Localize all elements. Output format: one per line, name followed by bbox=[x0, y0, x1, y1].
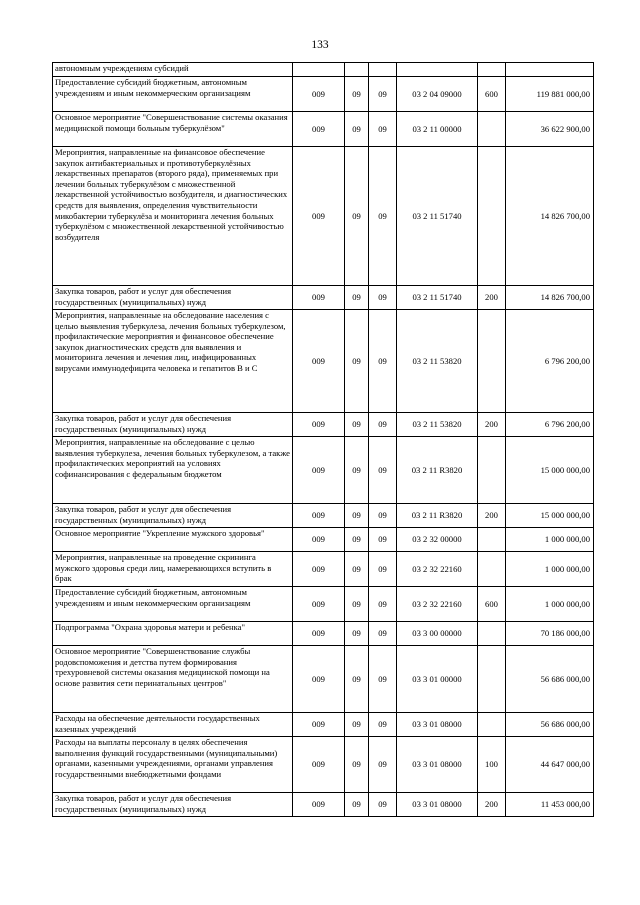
cell-subsection: 09 bbox=[369, 552, 397, 587]
cell-amount bbox=[506, 63, 594, 77]
budget-table bbox=[52, 62, 594, 817]
cell-amount: 1 000 000,00 bbox=[506, 587, 594, 622]
cell-name: Предоставление субсидий бюджетным, автономным учреждениям и иным некоммерческим организациям bbox=[53, 587, 293, 622]
cell-section: 09 bbox=[345, 286, 369, 310]
cell-expense-type: 200 bbox=[478, 504, 506, 528]
cell-expense-type bbox=[478, 713, 506, 737]
cell-name: Подпрограмма "Охрана здоровья матери и ребенка" bbox=[53, 622, 293, 646]
cell-section: 09 bbox=[345, 793, 369, 817]
cell-target-article: 03 3 01 08000 bbox=[397, 737, 478, 793]
cell-amount: 1 000 000,00 bbox=[506, 528, 594, 552]
cell-subsection: 09 bbox=[369, 793, 397, 817]
cell-section: 09 bbox=[345, 413, 369, 437]
table-row bbox=[53, 552, 594, 587]
cell-subsection: 09 bbox=[369, 286, 397, 310]
cell-grbs: 009 bbox=[293, 552, 345, 587]
cell-target-article: 03 2 11 51740 bbox=[397, 147, 478, 286]
cell-grbs: 009 bbox=[293, 528, 345, 552]
cell-grbs: 009 bbox=[293, 147, 345, 286]
cell-amount: 119 881 000,00 bbox=[506, 77, 594, 112]
cell-name: Закупка товаров, работ и услуг для обеспечения государственных (муниципальных) нужд bbox=[53, 286, 293, 310]
table-row bbox=[53, 77, 594, 112]
cell-name: Закупка товаров, работ и услуг для обеспечения государственных (муниципальных) нужд bbox=[53, 504, 293, 528]
cell-grbs bbox=[293, 63, 345, 77]
cell-expense-type: 200 bbox=[478, 793, 506, 817]
cell-expense-type bbox=[478, 112, 506, 147]
cell-expense-type: 600 bbox=[478, 77, 506, 112]
cell-amount: 11 453 000,00 bbox=[506, 793, 594, 817]
cell-subsection: 09 bbox=[369, 112, 397, 147]
cell-section: 09 bbox=[345, 77, 369, 112]
cell-expense-type bbox=[478, 622, 506, 646]
cell-section: 09 bbox=[345, 737, 369, 793]
cell-subsection: 09 bbox=[369, 528, 397, 552]
cell-amount: 15 000 000,00 bbox=[506, 437, 594, 504]
cell-section: 09 bbox=[345, 587, 369, 622]
cell-grbs: 009 bbox=[293, 437, 345, 504]
cell-target-article: 03 2 32 22160 bbox=[397, 552, 478, 587]
cell-expense-type bbox=[478, 63, 506, 77]
table-row bbox=[53, 587, 594, 622]
cell-grbs: 009 bbox=[293, 112, 345, 147]
cell-amount: 6 796 200,00 bbox=[506, 413, 594, 437]
cell-name: Мероприятия, направленные на проведение скрининга мужского здоровья среди лиц, намеревающихся вступить в брак bbox=[53, 552, 293, 587]
cell-subsection: 09 bbox=[369, 147, 397, 286]
cell-subsection: 09 bbox=[369, 713, 397, 737]
table-row bbox=[53, 528, 594, 552]
cell-target-article: 03 3 01 08000 bbox=[397, 793, 478, 817]
cell-subsection: 09 bbox=[369, 504, 397, 528]
cell-expense-type: 200 bbox=[478, 286, 506, 310]
budget-table-body bbox=[53, 63, 594, 817]
cell-section: 09 bbox=[345, 437, 369, 504]
cell-name: Мероприятия, направленные на обследование населения с целью выявления туберкулеза, лечения больных туберкулезом, профилактические мероприятия и финансовое обеспечение закупок диагностических средств для выявления и мониторинга лечения и лечения лиц, инфицированных вирусами иммунодефицита человека и гепатитов В и С bbox=[53, 310, 293, 413]
cell-target-article: 03 3 01 00000 bbox=[397, 646, 478, 713]
cell-subsection: 09 bbox=[369, 310, 397, 413]
table-row bbox=[53, 793, 594, 817]
cell-target-article: 03 2 32 00000 bbox=[397, 528, 478, 552]
cell-name: Расходы на выплаты персоналу в целях обеспечения выполнения функций государственными (муниципальными) органами, казенными учреждениями, органами управления государственными внебюджетными фондами bbox=[53, 737, 293, 793]
cell-subsection: 09 bbox=[369, 413, 397, 437]
cell-name: Мероприятия, направленные на финансовое обеспечение закупок антибактериальных и противотуберкулёзных лекарственных препаратов (второго ряда), применяемых при лечении больных туберкулёзом с множественной лекарственной устойчивостью возбудителя, и диагностических средств для выявления, определения чувствительности микобактерии туберкулёза и мониторинга лечения больных туберкулёзом с множественной лекарственной устойчивостью возбудителя bbox=[53, 147, 293, 286]
cell-subsection: 09 bbox=[369, 737, 397, 793]
cell-section: 09 bbox=[345, 504, 369, 528]
cell-section bbox=[345, 63, 369, 77]
cell-target-article: 03 2 11 00000 bbox=[397, 112, 478, 147]
cell-amount: 1 000 000,00 bbox=[506, 552, 594, 587]
cell-target-article: 03 3 00 00000 bbox=[397, 622, 478, 646]
cell-name: Мероприятия, направленные на обследование с целью выявления туберкулеза, лечения больных туберкулезом, а также профилактических мероприятий на условиях софинансирования с федеральным бюджетом bbox=[53, 437, 293, 504]
table-row bbox=[53, 713, 594, 737]
cell-section: 09 bbox=[345, 528, 369, 552]
cell-subsection: 09 bbox=[369, 437, 397, 504]
cell-grbs: 009 bbox=[293, 77, 345, 112]
cell-grbs: 009 bbox=[293, 737, 345, 793]
cell-name: Закупка товаров, работ и услуг для обеспечения государственных (муниципальных) нужд bbox=[53, 413, 293, 437]
cell-expense-type bbox=[478, 646, 506, 713]
cell-name: Расходы на обеспечение деятельности государственных казенных учреждений bbox=[53, 713, 293, 737]
cell-grbs: 009 bbox=[293, 622, 345, 646]
cell-expense-type: 600 bbox=[478, 587, 506, 622]
cell-section: 09 bbox=[345, 310, 369, 413]
cell-section: 09 bbox=[345, 112, 369, 147]
cell-target-article: 03 3 01 08000 bbox=[397, 713, 478, 737]
cell-expense-type bbox=[478, 528, 506, 552]
cell-section: 09 bbox=[345, 552, 369, 587]
cell-grbs: 009 bbox=[293, 413, 345, 437]
cell-amount: 14 826 700,00 bbox=[506, 286, 594, 310]
cell-subsection bbox=[369, 63, 397, 77]
cell-grbs: 009 bbox=[293, 646, 345, 713]
cell-subsection: 09 bbox=[369, 587, 397, 622]
table-row bbox=[53, 63, 594, 77]
cell-grbs: 009 bbox=[293, 286, 345, 310]
table-row bbox=[53, 310, 594, 413]
cell-grbs: 009 bbox=[293, 504, 345, 528]
cell-target-article: 03 2 11 R3820 bbox=[397, 504, 478, 528]
page-number: 133 bbox=[311, 39, 329, 51]
cell-amount: 14 826 700,00 bbox=[506, 147, 594, 286]
table-row bbox=[53, 622, 594, 646]
cell-target-article: 03 2 11 53820 bbox=[397, 310, 478, 413]
cell-name: Основное мероприятие "Совершенствование службы родовспоможения и детства путем формирования трехуровневой системы оказания медицинской помощи на основе развития сети перинатальных центров" bbox=[53, 646, 293, 713]
cell-amount: 36 622 900,00 bbox=[506, 112, 594, 147]
cell-amount: 56 686 000,00 bbox=[506, 713, 594, 737]
cell-target-article: 03 2 11 53820 bbox=[397, 413, 478, 437]
cell-grbs: 009 bbox=[293, 310, 345, 413]
cell-target-article bbox=[397, 63, 478, 77]
cell-amount: 56 686 000,00 bbox=[506, 646, 594, 713]
cell-target-article: 03 2 04 09000 bbox=[397, 77, 478, 112]
cell-amount: 70 186 000,00 bbox=[506, 622, 594, 646]
cell-expense-type: 200 bbox=[478, 413, 506, 437]
cell-name: Основное мероприятие "Укрепление мужского здоровья" bbox=[53, 528, 293, 552]
cell-amount: 6 796 200,00 bbox=[506, 310, 594, 413]
table-row bbox=[53, 737, 594, 793]
table-row bbox=[53, 112, 594, 147]
cell-amount: 15 000 000,00 bbox=[506, 504, 594, 528]
cell-target-article: 03 2 32 22160 bbox=[397, 587, 478, 622]
table-row bbox=[53, 646, 594, 713]
cell-name: Основное мероприятие "Совершенствование системы оказания медицинской помощи больным туберкулёзом" bbox=[53, 112, 293, 147]
cell-expense-type bbox=[478, 310, 506, 413]
cell-section: 09 bbox=[345, 147, 369, 286]
cell-grbs: 009 bbox=[293, 713, 345, 737]
cell-grbs: 009 bbox=[293, 793, 345, 817]
cell-amount: 44 647 000,00 bbox=[506, 737, 594, 793]
table-row bbox=[53, 286, 594, 310]
cell-subsection: 09 bbox=[369, 77, 397, 112]
table-row bbox=[53, 413, 594, 437]
cell-section: 09 bbox=[345, 622, 369, 646]
cell-expense-type bbox=[478, 147, 506, 286]
cell-expense-type bbox=[478, 437, 506, 504]
cell-target-article: 03 2 11 R3820 bbox=[397, 437, 478, 504]
cell-subsection: 09 bbox=[369, 646, 397, 713]
cell-name: автономным учреждениям субсидий bbox=[53, 63, 293, 77]
cell-subsection: 09 bbox=[369, 622, 397, 646]
cell-grbs: 009 bbox=[293, 587, 345, 622]
cell-expense-type: 100 bbox=[478, 737, 506, 793]
cell-name: Предоставление субсидий бюджетным, автономным учреждениям и иным некоммерческим организациям bbox=[53, 77, 293, 112]
table-row bbox=[53, 147, 594, 286]
cell-target-article: 03 2 11 51740 bbox=[397, 286, 478, 310]
cell-section: 09 bbox=[345, 713, 369, 737]
table-row bbox=[53, 437, 594, 504]
table-row bbox=[53, 504, 594, 528]
cell-expense-type bbox=[478, 552, 506, 587]
cell-section: 09 bbox=[345, 646, 369, 713]
cell-name: Закупка товаров, работ и услуг для обеспечения государственных (муниципальных) нужд bbox=[53, 793, 293, 817]
